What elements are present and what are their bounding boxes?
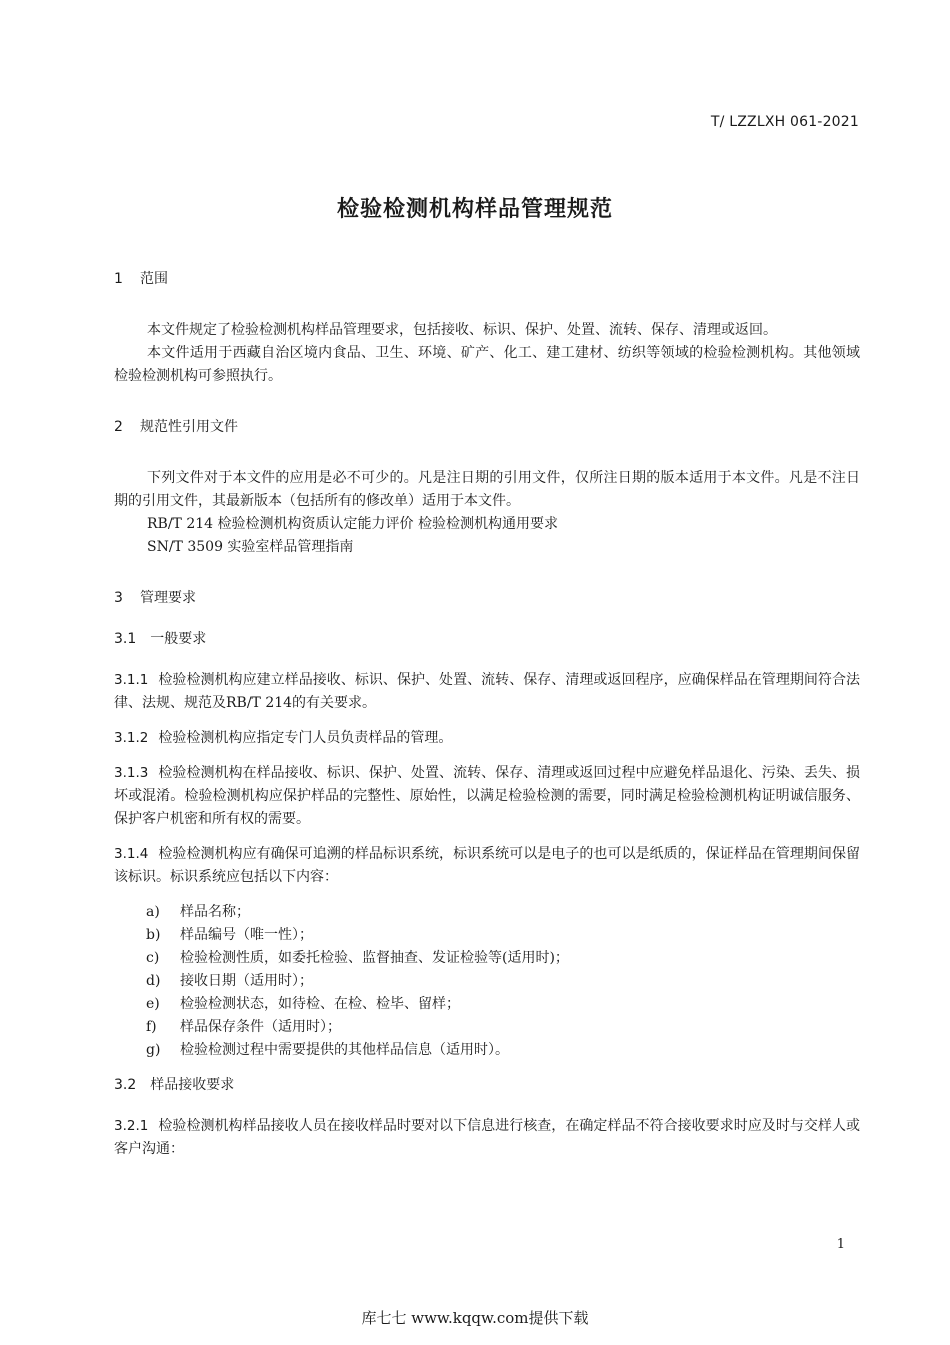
list-label: e) <box>146 996 160 1012</box>
clause-text: 检验检测机构应指定专门人员负责样品的管理。 <box>158 730 453 746</box>
section-number: 2 <box>114 419 123 435</box>
subsection-title: 样品接收要求 <box>150 1077 235 1093</box>
list-text: 样品名称； <box>180 904 250 920</box>
document-body <box>114 268 860 1161</box>
reference-item-1: RB/T 214 检验检测机构资质认定能力评价 检验检测机构通用要求 <box>147 516 558 532</box>
list-item <box>146 924 860 947</box>
clause-number: 3.1.4 <box>114 846 149 862</box>
subsection-heading-3-1 <box>114 628 860 651</box>
subsection-heading-3-2 <box>114 1074 860 1097</box>
section-title: 范围 <box>140 271 168 287</box>
list-label: d) <box>146 973 161 989</box>
clause-text: 检验检测机构样品接收人员在接收样品时要对以下信息进行核查，在确定样品不符合接收要求时应及时与交样人或客户沟通： <box>114 1118 860 1157</box>
list-label: b) <box>146 927 161 943</box>
clause-text: 检验检测机构应有确保可追溯的样品标识系统，标识系统可以是电子的也可以是纸质的，保证样品在管理期间保留该标识。标识系统应包括以下内容： <box>114 846 860 885</box>
section-number: 1 <box>114 271 123 287</box>
footer-watermark: 库七七 www.kqqw.com提供下载 <box>361 1309 589 1327</box>
section-heading-1 <box>114 268 860 291</box>
page-number: 1 <box>836 1237 845 1252</box>
list-text: 样品编号（唯一性）； <box>180 927 313 943</box>
section-heading-2 <box>114 416 860 439</box>
clause-number: 3.2.1 <box>114 1118 149 1134</box>
clause-text: 检验检测机构在样品接收、标识、保护、处置、流转、保存、清理或返回过程中应避免样品退化、污染、丢失、损坏或混淆。检验检测机构应保护样品的完整性、原始性，以满足检验检测的需要，同时满足检验检测机构证明诚信服务、保护客户机密和所有权的需要。 <box>114 765 860 827</box>
clause-3-1-3 <box>114 762 860 831</box>
clause-number: 3.1.3 <box>114 765 149 781</box>
document-title: 检验检测机构样品管理规范 <box>336 197 613 222</box>
list-text: 检验检测性质，如委托检验、监督抽查、发证检验等(适用时)； <box>180 950 569 966</box>
document-code: T/ LZZLXH 061-2021 <box>710 114 859 130</box>
normative-paragraph: 下列文件对于本文件的应用是必不可少的。凡是注日期的引用文件，仅所注日期的版本适用于本文件。凡是不注日期的引用文件，其最新版本（包括所有的修改单）适用于本文件。 <box>114 470 860 509</box>
clause-number: 3.1.2 <box>114 730 149 746</box>
list-label: g) <box>146 1042 161 1058</box>
clause-text: 检验检测机构应建立样品接收、标识、保护、处置、流转、保存、清理或返回程序，应确保样品在管理期间符合法律、法规、规范及RB/T 214的有关要求。 <box>114 672 860 711</box>
list-text: 检验检测状态，如待检、在检、检毕、留样； <box>180 996 460 1012</box>
list-item <box>146 901 860 924</box>
subsection-number: 3.2 <box>114 1077 137 1093</box>
list-label: a) <box>146 904 160 920</box>
list-item <box>146 1016 860 1039</box>
subsection-title: 一般要求 <box>150 631 207 647</box>
list-item <box>146 993 860 1016</box>
scope-paragraph-1: 本文件规定了检验检测机构样品管理要求，包括接收、标识、保护、处置、流转、保存、清理或返回。 <box>147 322 777 338</box>
list-label: c) <box>146 950 160 966</box>
scope-paragraph-2: 本文件适用于西藏自治区境内食品、卫生、环境、矿产、化工、建工建材、纺织等领域的检验检测机构。其他领域检验检测机构可参照执行。 <box>114 345 860 384</box>
clause-number: 3.1.1 <box>114 672 149 688</box>
list-item <box>146 1039 860 1062</box>
list-text: 接收日期（适用时）； <box>180 973 313 989</box>
section-heading-3 <box>114 587 860 610</box>
list-text: 样品保存条件（适用时）； <box>180 1019 341 1035</box>
subsection-number: 3.1 <box>114 631 137 647</box>
section-title: 规范性引用文件 <box>140 419 238 435</box>
list-item <box>146 947 860 970</box>
clause-3-1-2 <box>114 727 860 750</box>
clause-3-1-1 <box>114 669 860 715</box>
clause-3-1-4 <box>114 843 860 889</box>
reference-item-2: SN/T 3509 实验室样品管理指南 <box>147 539 354 555</box>
list-label: f) <box>146 1019 157 1035</box>
clause-3-2-1 <box>114 1115 860 1161</box>
list-item <box>146 970 860 993</box>
list-text: 检验检测过程中需要提供的其他样品信息（适用时）。 <box>180 1042 509 1058</box>
section-title: 管理要求 <box>140 590 196 606</box>
identification-list <box>114 901 860 1062</box>
section-number: 3 <box>114 590 123 606</box>
